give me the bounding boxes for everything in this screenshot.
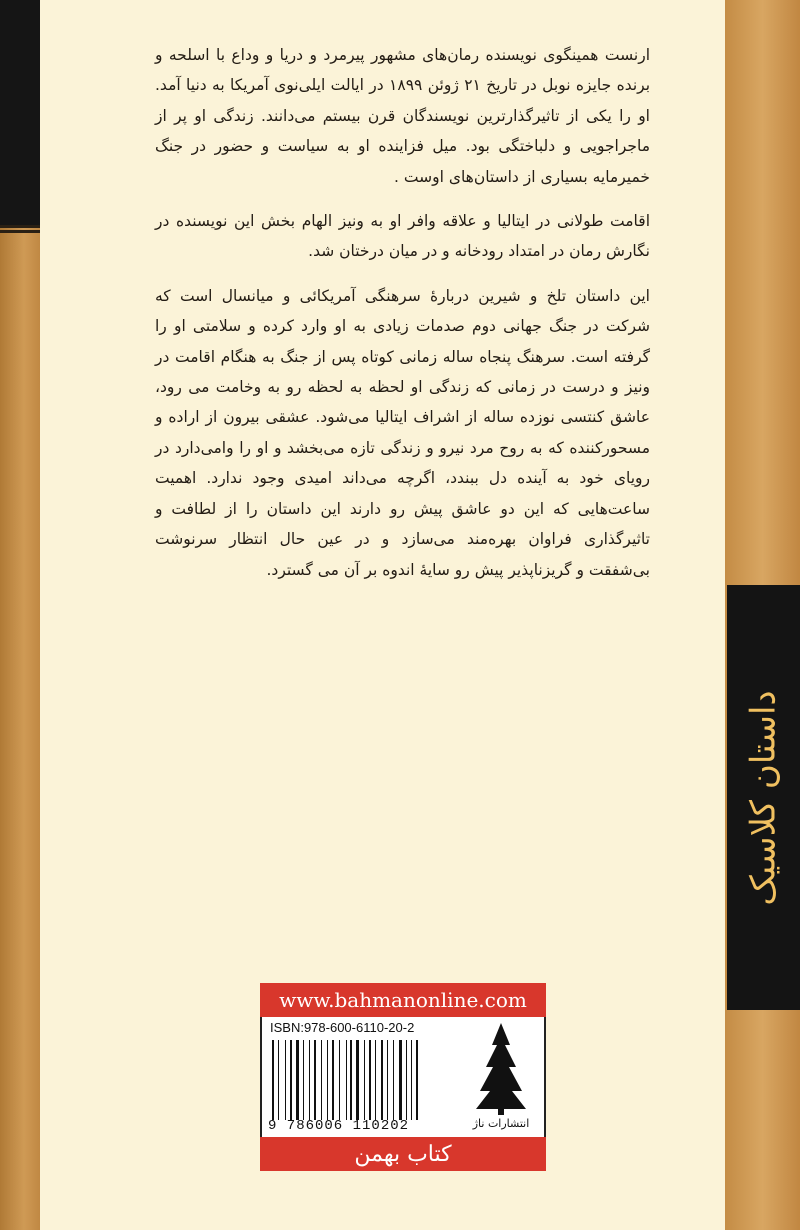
barcode-bar: [339, 1040, 340, 1120]
barcode-bar: [356, 1040, 359, 1120]
barcode-bar: [393, 1040, 394, 1120]
barcode-bar: [411, 1040, 412, 1120]
barcode-bar: [296, 1040, 299, 1120]
barcode-bar: [321, 1040, 322, 1120]
series-band: [727, 585, 800, 1010]
barcode-bar: [399, 1040, 402, 1120]
barcode-digits: 9 786006 110202: [268, 1118, 410, 1134]
blurb-text: [155, 40, 650, 599]
blurb-paragraph-3: این داستان تلخ و شیرین دربارهٔ سرهنگی آمریکائی و میانسال است که شرکت در جنگ جهانی دوم صدمات زیادی به او وارد کرده و سلامتی او را گرفته است. سرهنگ پنجاه ساله زمانی کوتاه پس از جنگ به هنگام اقامت در ونیز و درست در زمانی که زندگی او لحظه به لحظه رو به وخامت می رود، عاشق کنتسی نوزده ساله از اشراف ایتالیا می‌شود. عشقی بیرون از اراده و مسحورکننده که به روح مرد نیرو و زندگی تازه می‌بخشد و او را وامی‌دارد در رویای خود به آینده دل ببندد، اگرچه می‌داند امیدی وجود ندارد. اهمیت ساعت‌هایی که این دو عاشق پیش رو دارند این داستان را از لطافت و تاثیرگذاری فراوان بهره‌مند می‌سازد و در عین حال انتظار سرنوشت بی‌شفقت و گریزناپذیر پیش رو سایهٔ اندوه بر آن می گسترد.: [155, 286, 650, 579]
left-spine-strip: [0, 0, 40, 1230]
barcode-bars: [272, 1040, 450, 1120]
website-bar: [260, 983, 546, 1017]
barcode-bar: [381, 1040, 383, 1120]
barcode-bar: [272, 1040, 274, 1120]
barcode-bar: [303, 1040, 304, 1120]
barcode-bar: [350, 1040, 352, 1120]
website-url: www.bahmanonline.com: [279, 988, 527, 1012]
barcode-bar: [375, 1040, 376, 1120]
barcode-bar: [387, 1040, 388, 1120]
barcode-bar: [332, 1040, 334, 1120]
barcode-bar: [309, 1040, 310, 1120]
barcode-bar: [364, 1040, 365, 1120]
barcode-bar: [285, 1040, 286, 1120]
blurb-paragraph-1: ارنست همینگوی نویسنده رمان‌های مشهور پیرمرد و دریا و وداع با اسلحه و برنده جایزه نوبل در تاریخ ۲۱ ژوئن ۱۸۹۹ در ایالت ایلی‌نوی آمریکا به دنیا آمد. او را یکی از تاثیرگذارترین نویسندگان قرن بیستم می‌دانند. زندگی او پر از ماجراجویی و دلباختگی بود. میل فزاینده او به سیاست و حضور در جنگ خمیرمایه بسیاری از داستان‌های اوست .: [155, 46, 651, 186]
barcode-bar: [346, 1040, 347, 1120]
blurb-paragraph-2: اقامت طولانی در ایتالیا و علاقه وافر او به ونیز الهام بخش این نویسنده در نگارش رمان در امتداد رودخانه و در میان درختان شد.: [155, 212, 650, 261]
imprint-bar: [260, 1137, 546, 1171]
series-title: داستان کلاسیک: [743, 689, 784, 906]
barcode-bar: [416, 1040, 418, 1120]
barcode-bar: [314, 1040, 316, 1120]
barcode-bar: [327, 1040, 328, 1120]
barcode-bar: [369, 1040, 371, 1120]
barcode-bar: [406, 1040, 407, 1120]
imprint-name: کتاب بهمن: [354, 1141, 452, 1167]
left-dark-band: [0, 0, 40, 225]
barcode-bar: [290, 1040, 292, 1120]
divider-line: [0, 225, 40, 228]
divider-line: [0, 230, 40, 233]
barcode-box: [260, 1017, 546, 1137]
publisher-name: انتشارات ناژ: [472, 1117, 530, 1130]
isbn-label: ISBN:978-600-6110-20-2: [270, 1020, 415, 1035]
barcode-bar: [278, 1040, 279, 1120]
